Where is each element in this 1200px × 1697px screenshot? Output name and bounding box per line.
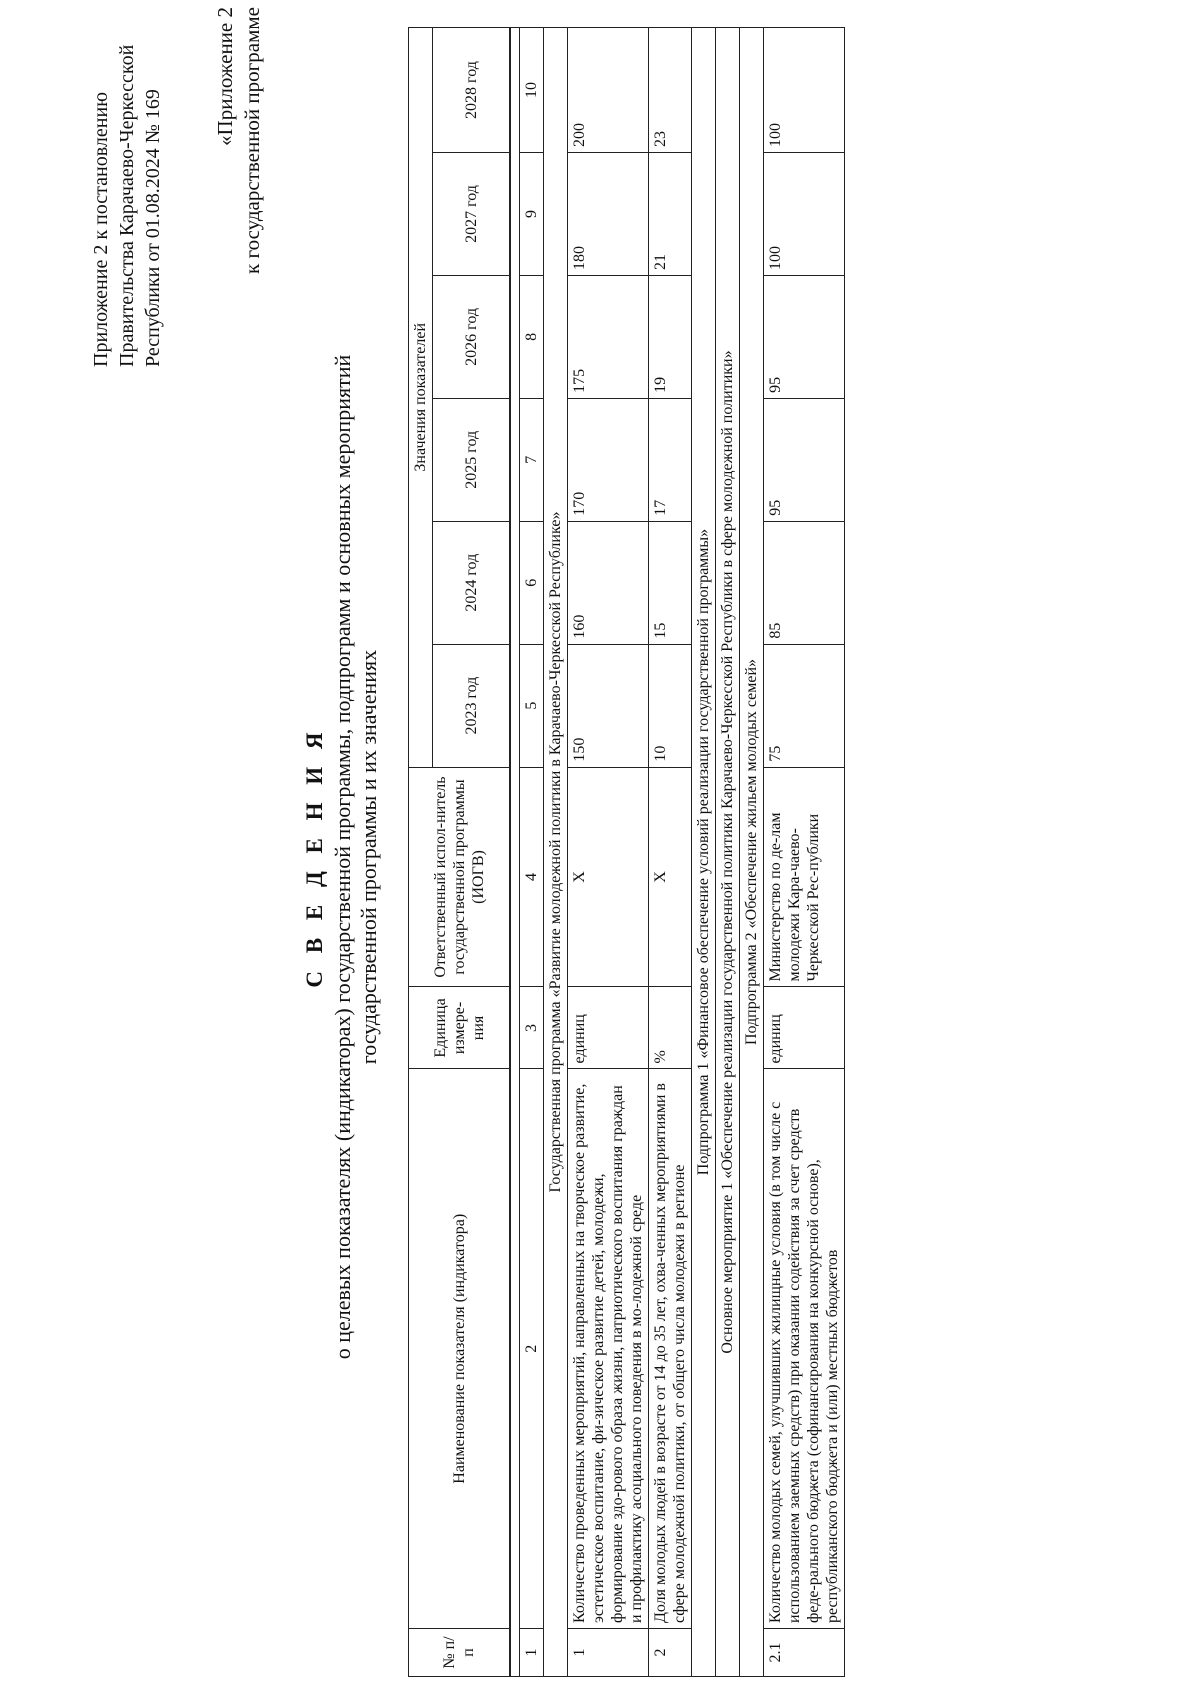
row-value: 10 xyxy=(649,644,692,767)
row-value: 160 xyxy=(568,521,649,644)
annex-line: Правительства Карачаево-Черкесской xyxy=(116,44,138,367)
document-title: С В Е Д Е Н И Я xyxy=(302,726,327,988)
document-subtitle: о целевых показателях (индикаторах) государственной программы, подпрограмм и основных мероприятий xyxy=(330,354,355,1360)
row-num: 2 xyxy=(649,1629,692,1677)
row-num: 2.1 xyxy=(764,1629,845,1677)
program-annex-line: к государственной программе xyxy=(240,7,264,274)
index-cell: 6 xyxy=(520,521,544,644)
row-value: 85 xyxy=(764,521,845,644)
row-name: Количество проведенных мероприятий, направленных на творческое развитие, эстетическое воспитание, фи-зическое развитие детей, молодежи, формирование здо-рового образа жизни, патриотического воспитания граждан и профилактику асоциального поведения в мо-лодежной среде xyxy=(568,1069,649,1629)
header-year: 2026 год xyxy=(433,275,511,398)
section-title: Подпрограмма 2 «Обеспечение жильем молодых семей» xyxy=(740,28,764,1677)
row-value: 200 xyxy=(568,28,649,153)
table-row xyxy=(568,28,649,1677)
row-num: 1 xyxy=(568,1629,649,1677)
row-value: 95 xyxy=(764,275,845,398)
index-cell: 7 xyxy=(520,398,544,521)
row-value: 21 xyxy=(649,153,692,276)
row-value: 23 xyxy=(649,28,692,153)
index-cell: 9 xyxy=(520,153,544,276)
row-value: 75 xyxy=(764,644,845,767)
index-cell: 10 xyxy=(520,28,544,153)
section-row xyxy=(740,28,764,1677)
section-row xyxy=(716,28,740,1677)
annex-line: Приложение 2 к постановлению xyxy=(90,91,112,367)
header-num: № п/п xyxy=(409,1629,511,1677)
index-cell: 4 xyxy=(520,767,544,987)
index-cell: 3 xyxy=(520,987,544,1069)
row-value: 17 xyxy=(649,398,692,521)
row-name: Доля молодых людей в возрасте от 14 до 35 лет, охва-ченных мероприятиями в сфере молодежной политики, от общего числа молодежи в регионе xyxy=(649,1069,692,1629)
row-executor: Х xyxy=(568,767,649,987)
row-unit: % xyxy=(649,987,692,1069)
row-executor: Х xyxy=(649,767,692,987)
row-value: 150 xyxy=(568,644,649,767)
row-value: 15 xyxy=(649,521,692,644)
document-title-block xyxy=(300,37,382,1677)
row-executor: Министерство по де-лам молодежи Кара-чаево-Черкесской Рес-публики xyxy=(764,767,845,987)
header-year: 2025 год xyxy=(433,398,511,521)
header-executor: Ответственный испол-нитель государственной программы (ИОГВ) xyxy=(409,767,511,987)
row-value: 170 xyxy=(568,398,649,521)
header-year: 2024 год xyxy=(433,521,511,644)
header-year: 2028 год xyxy=(433,28,511,153)
row-value: 175 xyxy=(568,275,649,398)
row-value: 19 xyxy=(649,275,692,398)
header-unit: Единица измере-ния xyxy=(409,987,511,1069)
program-annex-header xyxy=(212,7,266,317)
section-title: Основное мероприятие 1 «Обеспечение реализации государственной политики Карачаево-Черкесской Республики в сфере молодежной политики» xyxy=(716,28,740,1677)
row-value: 100 xyxy=(764,28,845,153)
index-cell: 1 xyxy=(520,1629,544,1677)
header-name: Наименование показателя (индикатора) xyxy=(409,1069,511,1629)
spacer-row xyxy=(510,28,520,1677)
annex-line: Республики от 01.08.2024 № 169 xyxy=(142,89,164,367)
table-row xyxy=(764,28,845,1677)
document-subtitle: государственной программы и их значениях xyxy=(356,649,381,1065)
section-row xyxy=(692,28,716,1677)
row-unit: единиц xyxy=(568,987,649,1069)
header-row xyxy=(409,28,433,1677)
row-value: 180 xyxy=(568,153,649,276)
index-cell: 8 xyxy=(520,275,544,398)
index-cell: 5 xyxy=(520,644,544,767)
header-values-group: Значения показателей xyxy=(409,28,433,768)
row-value: 95 xyxy=(764,398,845,521)
row-name: Количество молодых семей, улучшивших жилищные условия (в том числе с использованием заемных средств) при оказании содействия за счет средств феде-рального бюджета (софинансирования на конкурсной основе), республиканского бюджета и (или) местных бюджетов xyxy=(764,1069,845,1629)
indicators-table xyxy=(408,27,845,1677)
index-cell: 2 xyxy=(520,1069,544,1629)
row-unit: единиц xyxy=(764,987,845,1069)
row-value: 100 xyxy=(764,153,845,276)
column-index-row xyxy=(520,28,544,1677)
program-annex-line: «Приложение 2 xyxy=(213,7,237,146)
section-row xyxy=(544,28,568,1677)
header-year: 2027 год xyxy=(433,153,511,276)
table-row xyxy=(649,28,692,1677)
section-title: Государственная программа «Развитие молодежной политики в Карачаево-Черкесской Республике» xyxy=(544,28,568,1677)
header-year: 2023 год xyxy=(433,644,511,767)
section-title: Подпрограмма 1 «Финансовое обеспечение условий реализации государственной программы» xyxy=(692,28,716,1677)
annex-header xyxy=(88,7,166,367)
